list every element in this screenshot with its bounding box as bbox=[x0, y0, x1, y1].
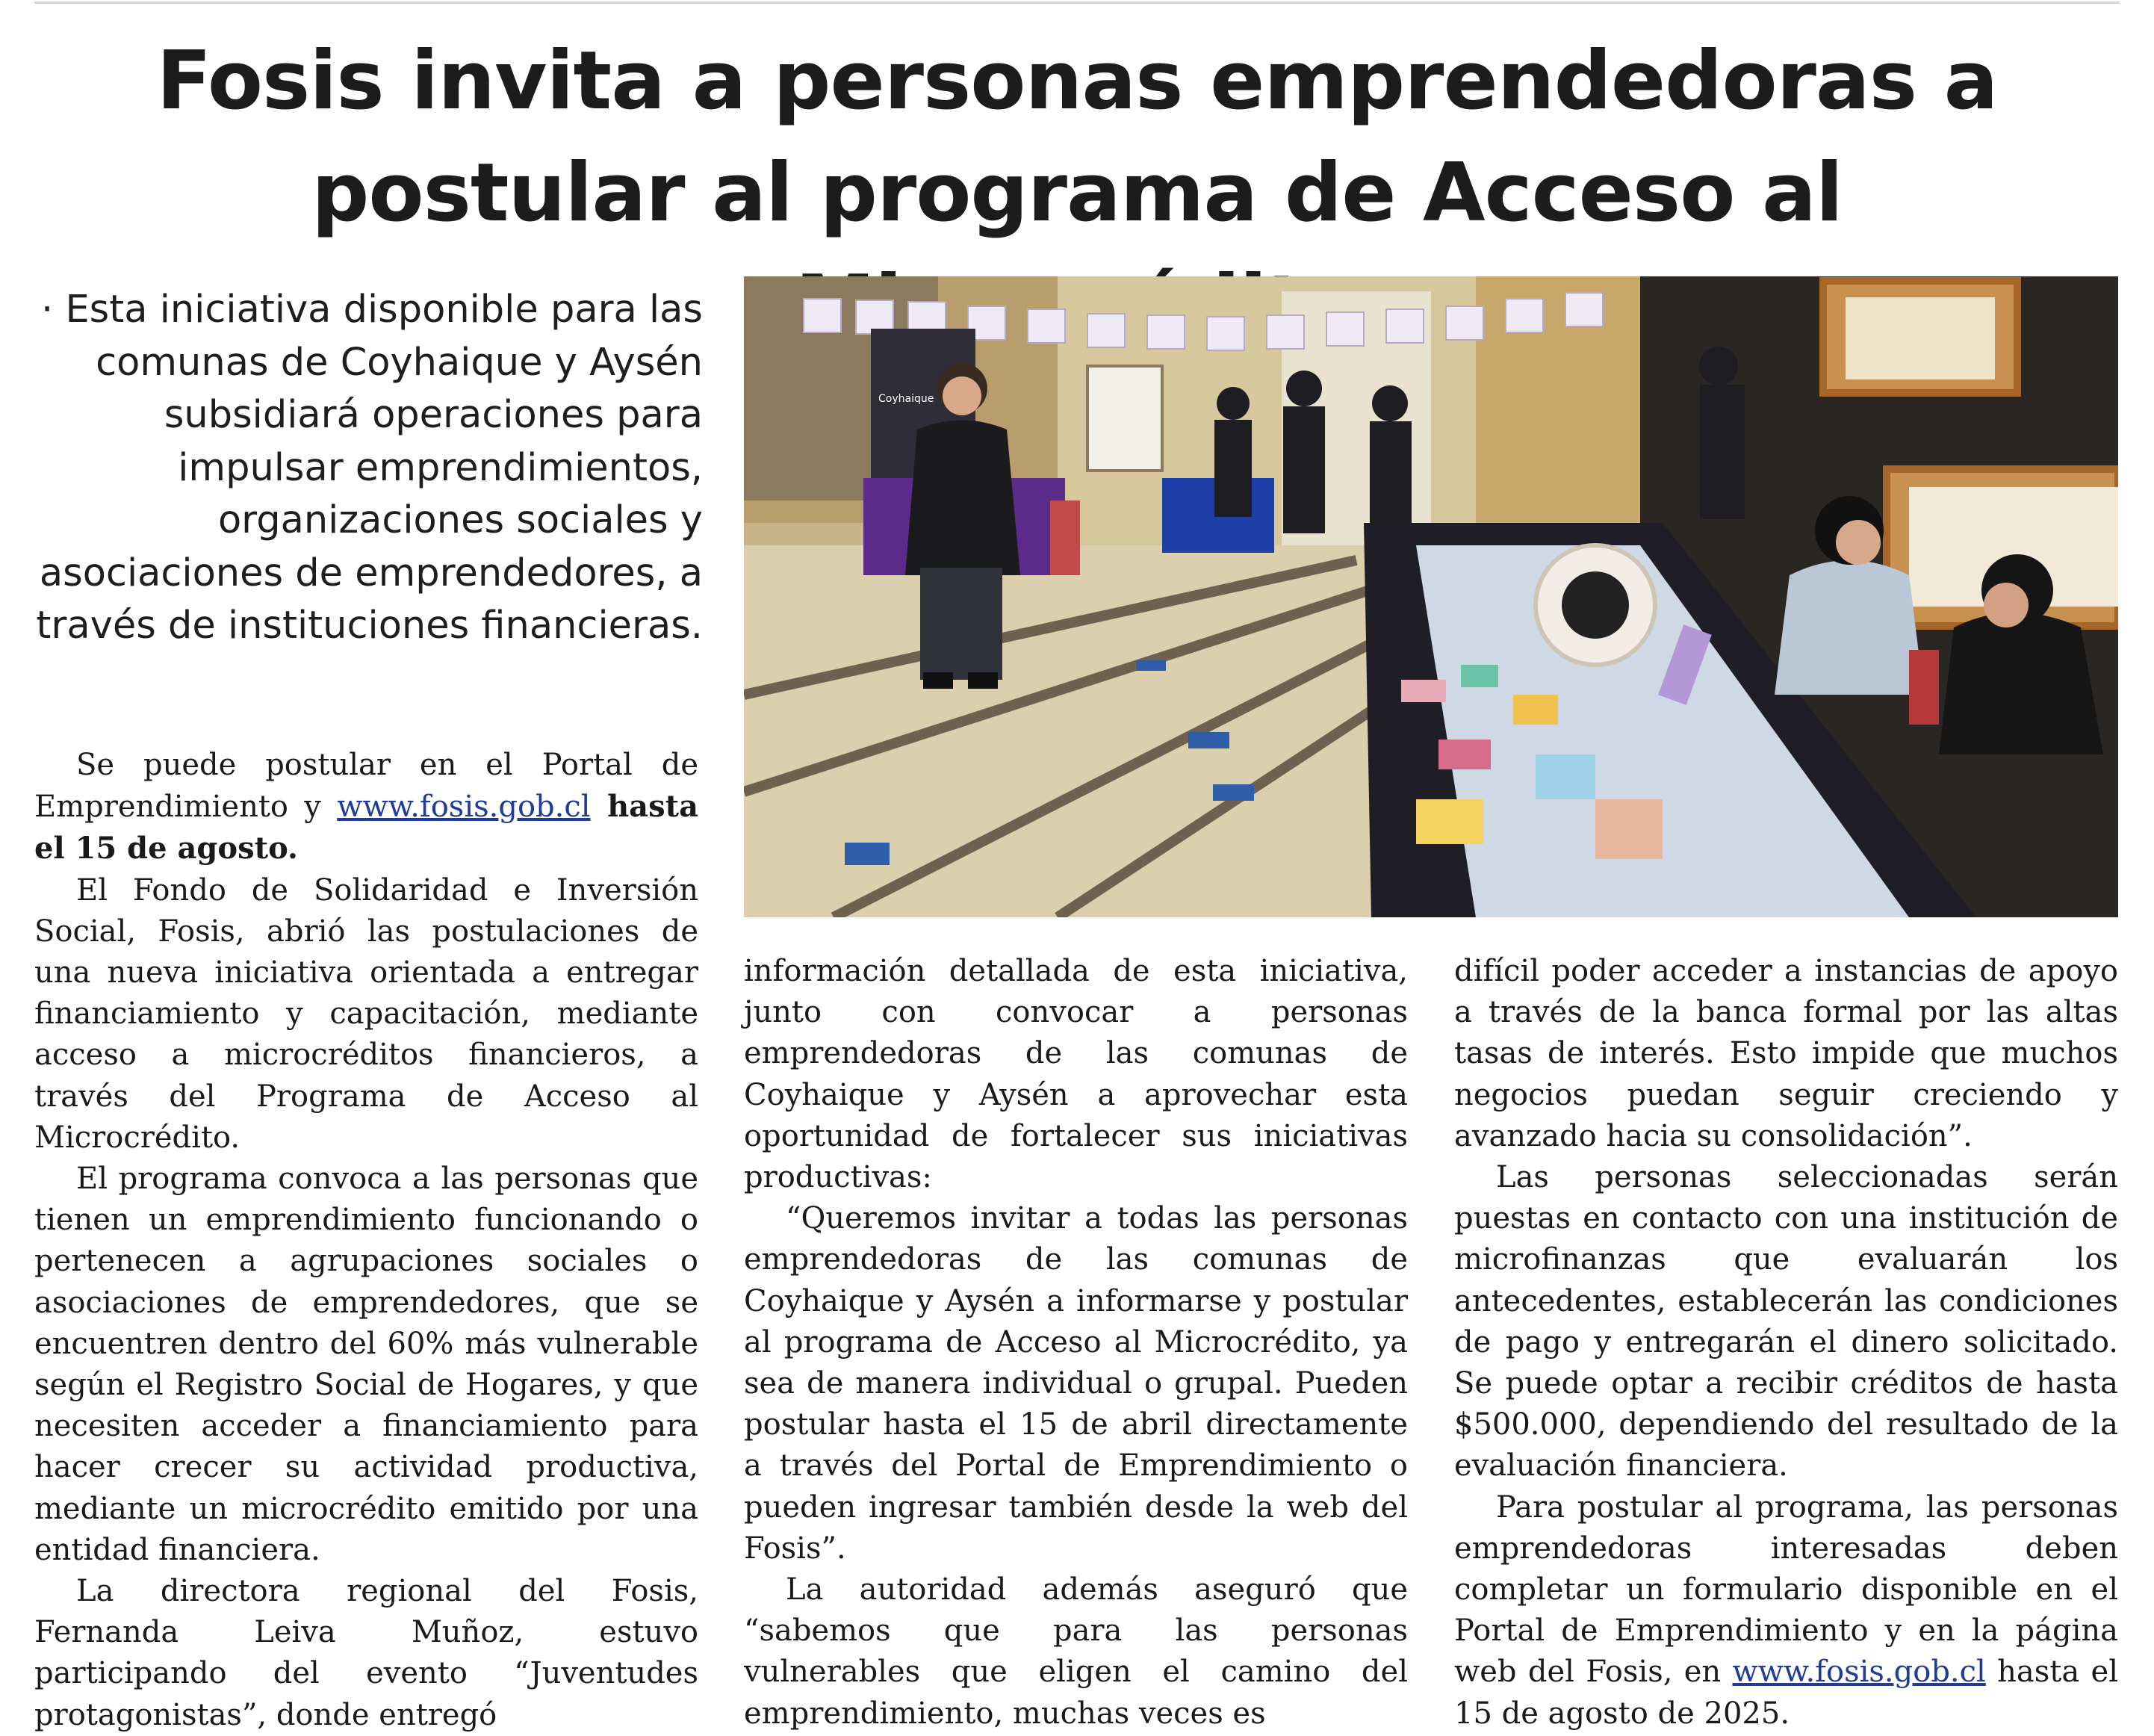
paragraph-text: hasta el 15 de agosto de 2025. bbox=[1454, 1655, 2118, 1731]
paragraph: “Queremos invitar a todas las personas emprendedoras de las comunas de Coyhaique y Aysén a informarse y postular al programa de Acceso al Microcrédito, ya sea de manera individual o grupal. Pueden postular hasta el 15 de abril directamente a través del Portal de Emprendimiento o pueden ingresar también desde la web del Fosis”. bbox=[744, 1201, 1408, 1566]
paragraph: Las personas seleccionadas serán puestas en contacto con una institución de microfinanzas que evaluarán los antecedentes, establecerán las condiciones de pago y entregarán el dinero solicitado. Se puede optar a recibir créditos de hasta $500.000, dependiendo del resultado de la evaluación financiera. bbox=[1454, 1160, 2118, 1484]
article-column-2 bbox=[744, 951, 1408, 1735]
paragraph bbox=[34, 745, 698, 870]
banner-text: Coyhaique bbox=[878, 393, 934, 405]
paragraph bbox=[1454, 1487, 2118, 1735]
paragraph: La autoridad además aseguró que “sabemos que para las personas vulnerables que eligen el camino del emprendimiento, muchas veces es bbox=[744, 1572, 1408, 1731]
paragraph: La directora regional del Fosis, Fernanda Leiva Muñoz, estuvo participando del evento “Juventudes protagonistas”, donde entregó bbox=[34, 1574, 698, 1732]
article-column-1 bbox=[34, 745, 698, 1736]
photo-event-fair-icon bbox=[744, 276, 2118, 917]
deadline-text: hasta el 15 de agosto. bbox=[34, 789, 698, 867]
paragraph-text: Se puede postular en el Portal de Emprendimiento y bbox=[34, 748, 698, 825]
top-rule bbox=[34, 1, 2120, 4]
article-lead: · Esta iniciativa disponible para las comunas de Coyhaique y Aysén subsidiará operaciones para impulsar emprendimientos, organizaciones sociales y asociaciones de emprendedores, a través de instituciones financieras. bbox=[36, 288, 703, 648]
paragraph-text: Para postular al programa, las personas emprendedoras interesadas deben completar un formulario disponible en el Portal de Emprendimiento y en la página web del Fosis, en bbox=[1454, 1489, 2118, 1690]
paragraph: información detallada de esta iniciativa, junto con convocar a personas emprendedoras de las comunas de Coyhaique y Aysén a aprovechar esta oportunidad de fortalecer sus iniciativas productivas: bbox=[744, 954, 1408, 1195]
paragraph: El Fondo de Solidaridad e Inversión Social, Fosis, abrió las postulaciones de una nueva iniciativa orientada a entregar financiamiento y capacitación, mediante acceso a microcréditos financieros, a través del Programa de Acceso al Microcrédito. bbox=[34, 872, 698, 1155]
article-headline: Fosis invita a personas emprendedoras a postular al programa de Acceso al bbox=[156, 34, 1998, 240]
fosis-link[interactable]: www.fosis.gob.cl bbox=[337, 790, 591, 825]
paragraph: El programa convoca a las personas que tienen un emprendimiento funcionando o pertenecen a agrupaciones sociales o asociaciones de emprendedores, que se encuentren dentro del 60% más vulnerable según el Registro Social de Hogares, y que necesiten acceder a financiamiento para hacer crecer su actividad productiva, mediante un microcrédito emitido por una entidad financiera. bbox=[34, 1162, 698, 1567]
article-column-3 bbox=[1454, 951, 2118, 1735]
paragraph: difícil poder acceder a instancias de apoyo a través de la banca formal por las altas tasas de interés. Esto impide que muchos negocios puedan seguir creciendo y avanzado hacia su consolidación”. bbox=[1454, 954, 2118, 1153]
fosis-link[interactable]: www.fosis.gob.cl bbox=[1732, 1655, 1986, 1690]
article-photo bbox=[744, 276, 2118, 917]
